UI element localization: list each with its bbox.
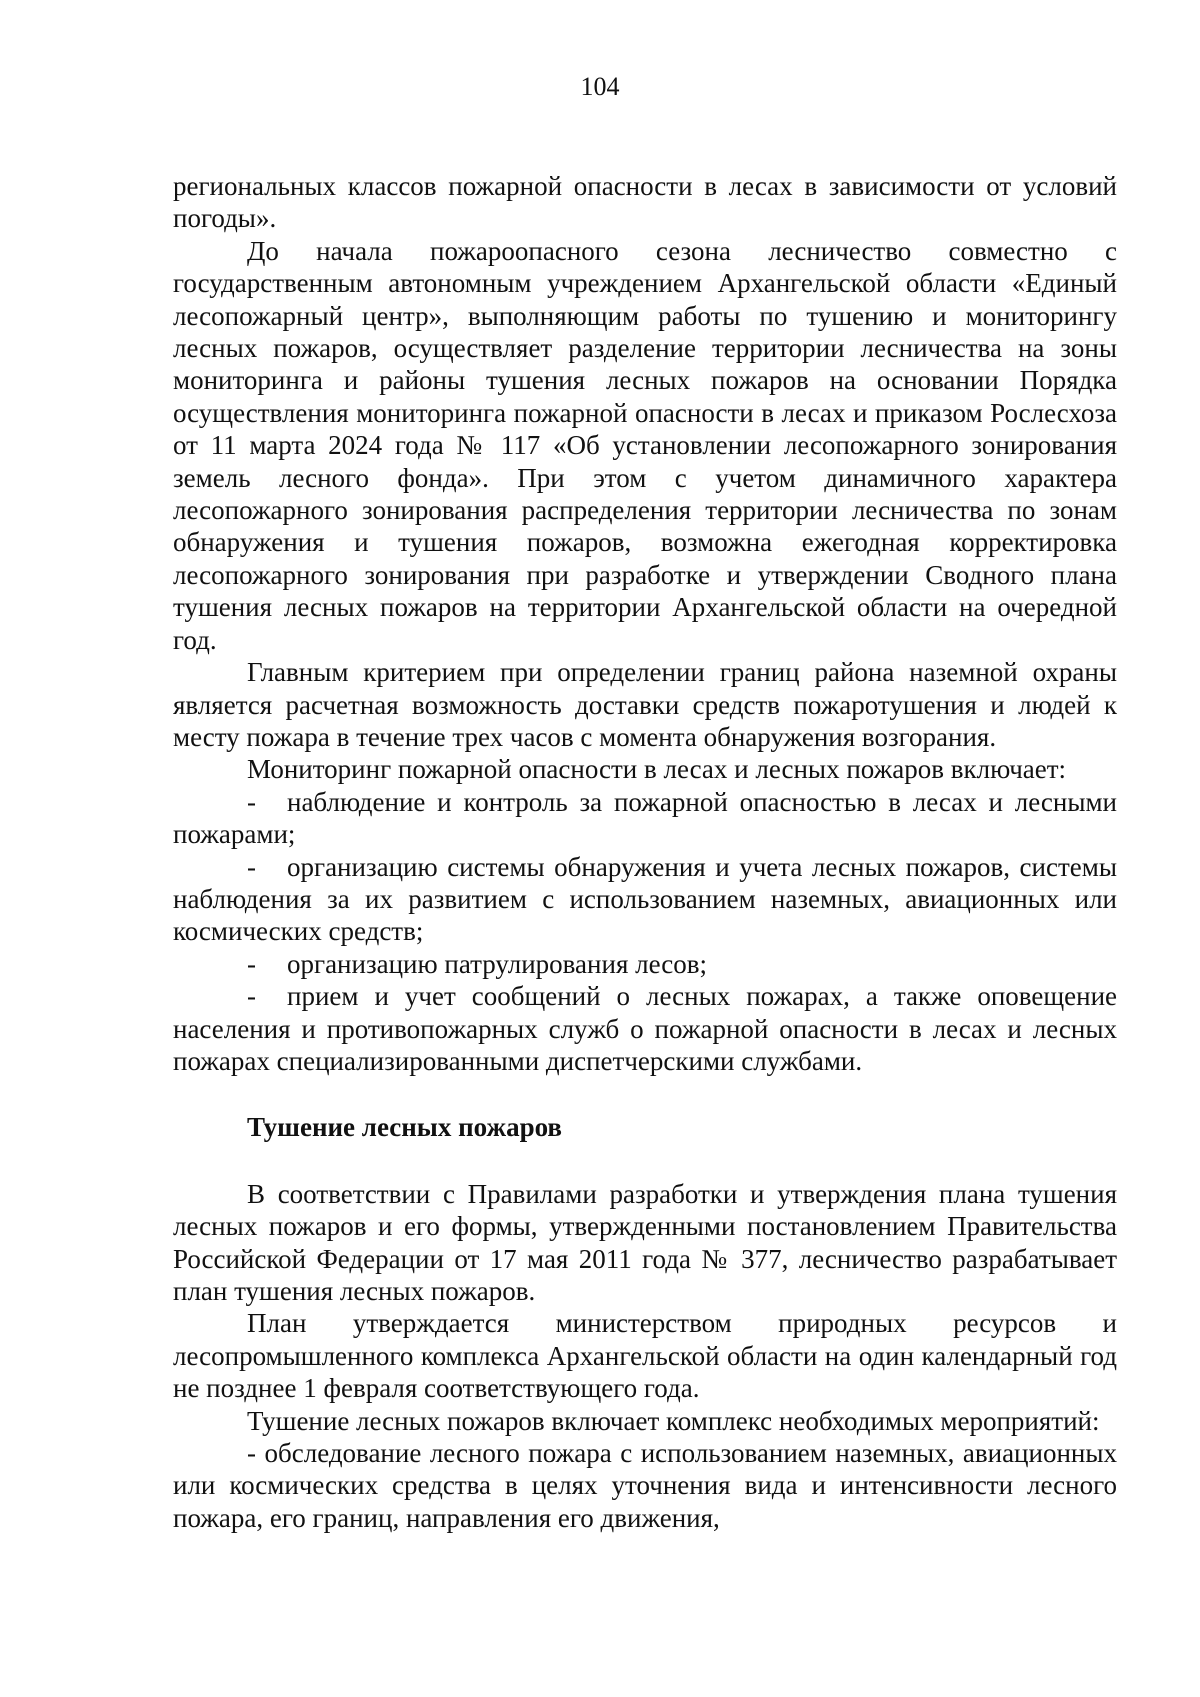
list-item: [173, 948, 1117, 980]
list-item: [173, 980, 1117, 1077]
list-item-text: организацию системы обнаружения и учета лесных пожаров, системы наблюдения за их развитием с использованием наземных, авиационных или космических средств;: [173, 851, 1117, 947]
paragraph-measure-survey: - обследование лесного пожара с использованием наземных, авиационных или космических средства в целях уточнения вида и интенсивности лесного пожара, его границ, направления его движения,: [173, 1438, 1117, 1533]
list-dash: -: [247, 851, 256, 882]
list-item-text: прием и учет сообщений о лесных пожарах, а также оповещение населения и противопожарных служб о пожарной опасности в лесах и лесных пожарах специализированными диспетчерскими службами.: [173, 981, 1117, 1076]
list-item-text: организацию патрулирования лесов;: [287, 948, 707, 979]
list-item-text: наблюдение и контроль за пожарной опасностью в лесах и лесными пожарами;: [173, 786, 1117, 850]
page-number: 104: [580, 72, 620, 101]
list-item: [173, 786, 1117, 851]
list-dash: -: [247, 786, 256, 817]
paragraph-zoning: До начала пожароопасного сезона лесничество совместно с государственным автономным учреждением Архангельской области «Единый лесопожарный центр», выполняющим работы по тушению и мониторингу лесных пожаров, осуществляет разделение территории лесничества на зоны мониторинга и районы тушения лесных пожаров на основании Порядка осуществления мониторинга пожарной опасности в лесах и приказом Рослесхоза от 11 марта 2024 года № 117 «Об установлении лесопожарного зонирования земель лесного фонда». При этом с учетом динамичного характера лесопожарного зонирования распределения территории лесничества по зонам обнаружения и тушения пожаров, возможна ежегодная корректировка лесопожарного зонирования при разработке и утверждении Сводного плана тушения лесных пожаров на территории Архангельской области на очередной год.: [173, 235, 1117, 655]
paragraph-plan-approval: План утверждается министерством природных ресурсов и лесопромышленного комплекса Архангельской области на один календарный год не позднее 1 февраля соответствующего года.: [173, 1308, 1117, 1404]
list-dash: -: [247, 981, 256, 1012]
list-dash: -: [247, 948, 256, 979]
paragraph-criterion: Главным критерием при определении границ района наземной охраны является расчетная возможность доставки средств пожаротушения и людей к месту пожара в течение трех часов с момента обнаружения возгорания.: [173, 657, 1117, 752]
list-item: [173, 851, 1117, 948]
paragraph-measures-intro: Тушение лесных пожаров включает комплекс необходимых мероприятий:: [247, 1405, 1100, 1436]
paragraph-monitoring-intro: Мониторинг пожарной опасности в лесах и лесных пожаров включает:: [247, 754, 1067, 785]
section-heading: Тушение лесных пожаров: [247, 1112, 563, 1143]
paragraph-continuation: региональных классов пожарной опасности в лесах в зависимости от условий погоды».: [173, 171, 1117, 234]
paragraph-rules: В соответствии с Правилами разработки и утверждения плана тушения лесных пожаров и его формы, утвержденными постановлением Правительства Российской Федерации от 17 мая 2011 года № 377, лесничество разрабатывает план тушения лесных пожаров.: [173, 1178, 1117, 1306]
document-body: [173, 170, 1117, 1534]
